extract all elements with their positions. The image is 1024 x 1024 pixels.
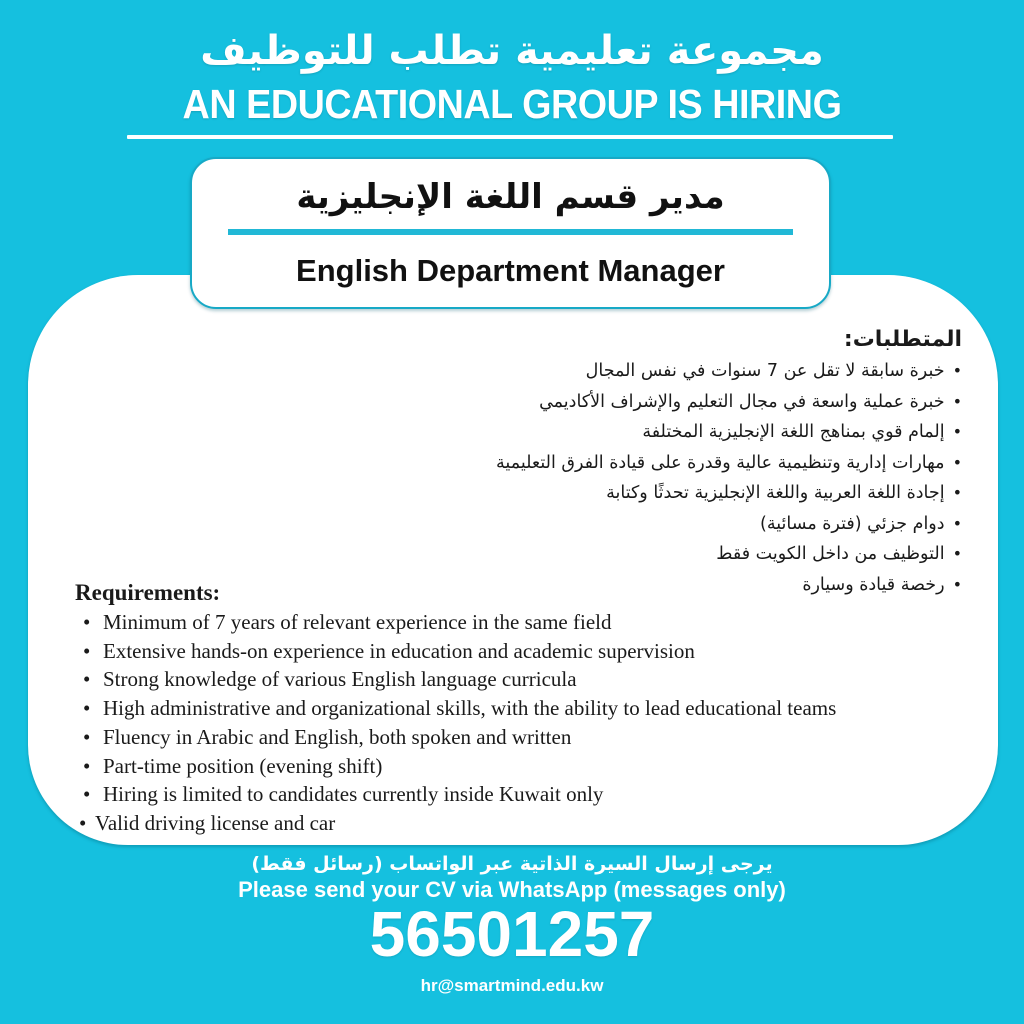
requirements-english-section — [75, 578, 836, 838]
header-title-arabic: مجموعة تعليمية تطلب للتوظيف — [200, 28, 824, 74]
list-item: •خبرة سابقة لا تقل عن 7 سنوات في نفس المجال — [496, 356, 962, 387]
bullet-icon: • — [83, 667, 91, 692]
list-item: • Part-time position (evening shift) — [79, 752, 836, 781]
list-item: •رخصة قيادة وسيارة — [496, 570, 962, 601]
bullet-icon: • — [952, 513, 962, 533]
bullet-icon: • — [952, 391, 962, 411]
bullet-icon: • — [83, 610, 91, 634]
bullet-icon: • — [952, 361, 962, 380]
list-item: •التوظيف من داخل الكويت فقط — [496, 539, 962, 570]
bullet-icon: • — [952, 483, 962, 502]
list-item: • Fluency in Arabic and English, both spoken and written — [79, 723, 836, 752]
list-item: • Valid driving license and car — [79, 809, 836, 838]
bullet-icon: • — [952, 452, 962, 472]
bullet-icon: • — [952, 422, 962, 441]
list-item: •دوام جزئي (فترة مسائية) — [496, 509, 962, 540]
header-title-english: AN EDUCATIONAL GROUP IS HIRING — [182, 81, 842, 127]
list-item: •خبرة عملية واسعة في مجال التعليم والإشراف الأكاديمي — [496, 387, 962, 418]
position-title-arabic: مدير قسم اللغة الإنجليزية — [296, 177, 725, 217]
list-item: • Hiring is limited to candidates currently inside Kuwait only — [79, 780, 836, 809]
bullet-icon: • — [79, 810, 87, 835]
position-title-english: English Department Manager — [296, 253, 725, 288]
cv-instruction-arabic: يرجى إرسال السيرة الذاتية عبر الواتساب (رسائل فقط) — [251, 853, 773, 875]
bullet-icon: • — [83, 696, 91, 721]
list-item: •مهارات إدارية وتنظيمية عالية وقدرة على قيادة الفرق التعليمية — [496, 448, 962, 479]
list-item: •إجادة اللغة العربية واللغة الإنجليزية تحدثًا وكتابة — [496, 478, 962, 509]
list-item: • Extensive hands-on experience in education and academic supervision — [79, 637, 836, 666]
contact-email-link[interactable]: hr@smartmind.edu.kw — [420, 976, 604, 995]
list-item: •إلمام قوي بمناهج اللغة الإنجليزية المختلفة — [496, 417, 962, 448]
bullet-icon: • — [83, 724, 91, 749]
requirements-arabic-list — [496, 356, 962, 600]
bullet-icon: • — [952, 544, 962, 563]
whatsapp-phone-number[interactable]: 56501257 — [369, 898, 655, 970]
requirements-arabic-heading: المتطلبات: — [843, 327, 962, 352]
requirements-arabic-section — [496, 324, 962, 600]
position-title-divider — [228, 229, 793, 235]
list-item: • High administrative and organizational skills, with the ability to lead educational teams — [79, 694, 836, 723]
bullet-icon: • — [83, 782, 91, 807]
bullet-icon: • — [952, 574, 962, 594]
requirements-english-heading: Requirements: — [75, 580, 221, 605]
bullet-icon: • — [83, 638, 91, 663]
requirements-english-list — [75, 608, 836, 838]
cv-instruction-english: Please send your CV via WhatsApp (messages only) — [238, 877, 786, 902]
bullet-icon: • — [83, 753, 91, 778]
list-item: • Strong knowledge of various English language curricula — [79, 665, 836, 694]
header-underline-divider — [127, 135, 893, 139]
position-title-box — [190, 157, 831, 309]
list-item: • Minimum of 7 years of relevant experience in the same field — [79, 608, 836, 637]
